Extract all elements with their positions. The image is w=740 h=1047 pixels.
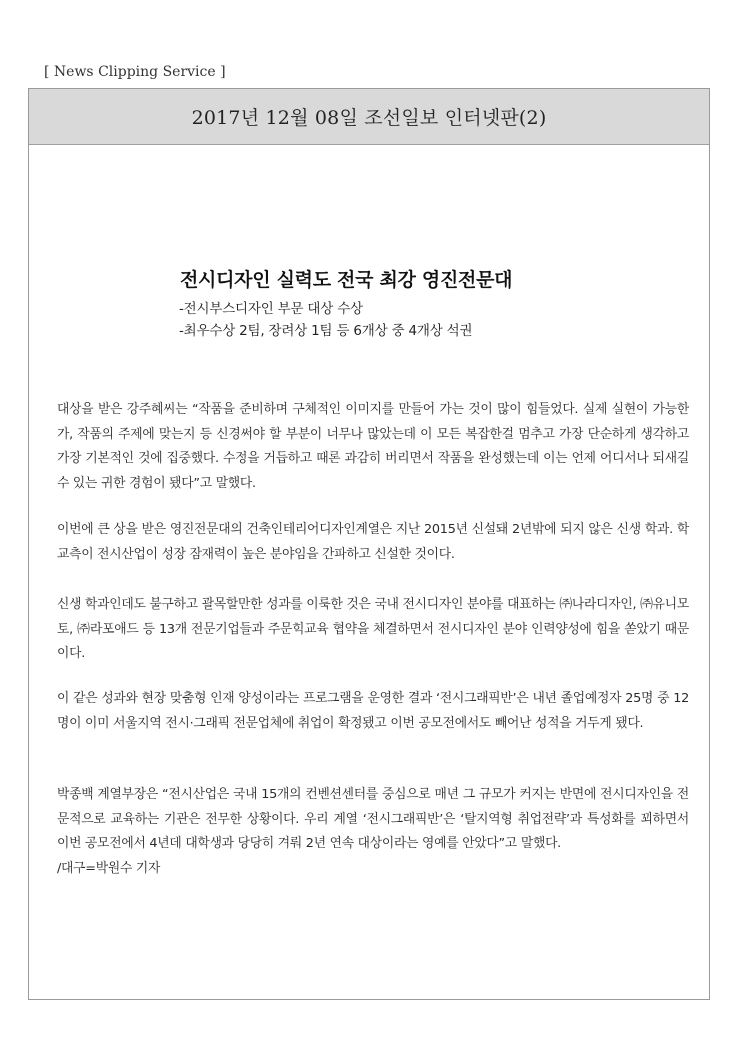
- article-byline: /대구=박원수 기자: [57, 861, 161, 876]
- header-band: [29, 89, 709, 145]
- service-label: [ News Clipping Service ]: [44, 64, 226, 80]
- article-subhead: -전시부스디자인 부문 대상 수상: [179, 301, 363, 317]
- article-paragraph: 박종백 계열부장은 “전시산업은 국내 15개의 컨벤션센터를 중심으로 매년 그 규모가 커지는 반면에 전시디자인을 전문적으로 교육하는 기관은 전무한 상황이다. 우리 계열 ‘전시그래픽반’은 ‘탈지역형 취업전략’과 특성화를 꾀하면서 이번 공모전에서 4년데 대학생과 당당히 겨뤄 2년 연속 대상이라는 영예를 안았다”고 말했다.: [57, 787, 689, 851]
- header-title: 2017년 12월 08일 조선일보 인터넷판(2): [191, 107, 547, 129]
- article-headline: 전시디자인 실력도 전국 최강 영진전문대: [180, 269, 513, 291]
- article-paragraph: 신생 학과인데도 불구하고 괄목할만한 성과를 이룩한 것은 국내 전시디자인 분야를 대표하는 ㈜나라디자인, ㈜유니모토, ㈜라포애드 등 13개 전문기업들과 주문힉교육 협약을 체결하면서 전시디자인 분야 인력양성에 힘을 쏟았기 때문이다.: [57, 597, 689, 661]
- article-paragraph: 이 같은 성과와 현장 맞춤형 인재 양성이라는 프로그램을 운영한 결과 ‘전시그래픽반’은 내년 졸업예정자 25명 중 12명이 이미 서울지역 전시·그래픽 전문업체에 취업이 확정됐고 이번 공모전에서도 빼어난 성적을 거두게 됐다.: [57, 691, 689, 731]
- article-paragraph: 대상을 받은 강주혜씨는 “작품을 준비하며 구체적인 이미지를 만들어 가는 것이 많이 힘들었다. 실제 실현이 가능한가, 작품의 주제에 맞는지 등 신경써야 할 부분이 너무나 많았는데 이 모든 복잡한걸 멈추고 가장 단순하게 생각하고 가장 기본적인 것에 집중했다. 수정을 거듭하고 때론 과감히 버리면서 작품을 완성했는데 이는 언제 어디서나 되새길 수 있는 귀한 경험이 됐다”고 말했다.: [57, 402, 689, 491]
- article-subhead: -최우수상 2팀, 장려상 1팀 등 6개상 중 4개상 석권: [179, 323, 473, 339]
- article-paragraph: 이번에 큰 상을 받은 영진전문대의 건축인테리어디자인계열은 지난 2015년 신설돼 2년밖에 되지 않은 신생 학과. 학교측이 전시산업이 성장 잠재력이 높은 분야임을 간파하고 신설한 것이다.: [57, 522, 689, 562]
